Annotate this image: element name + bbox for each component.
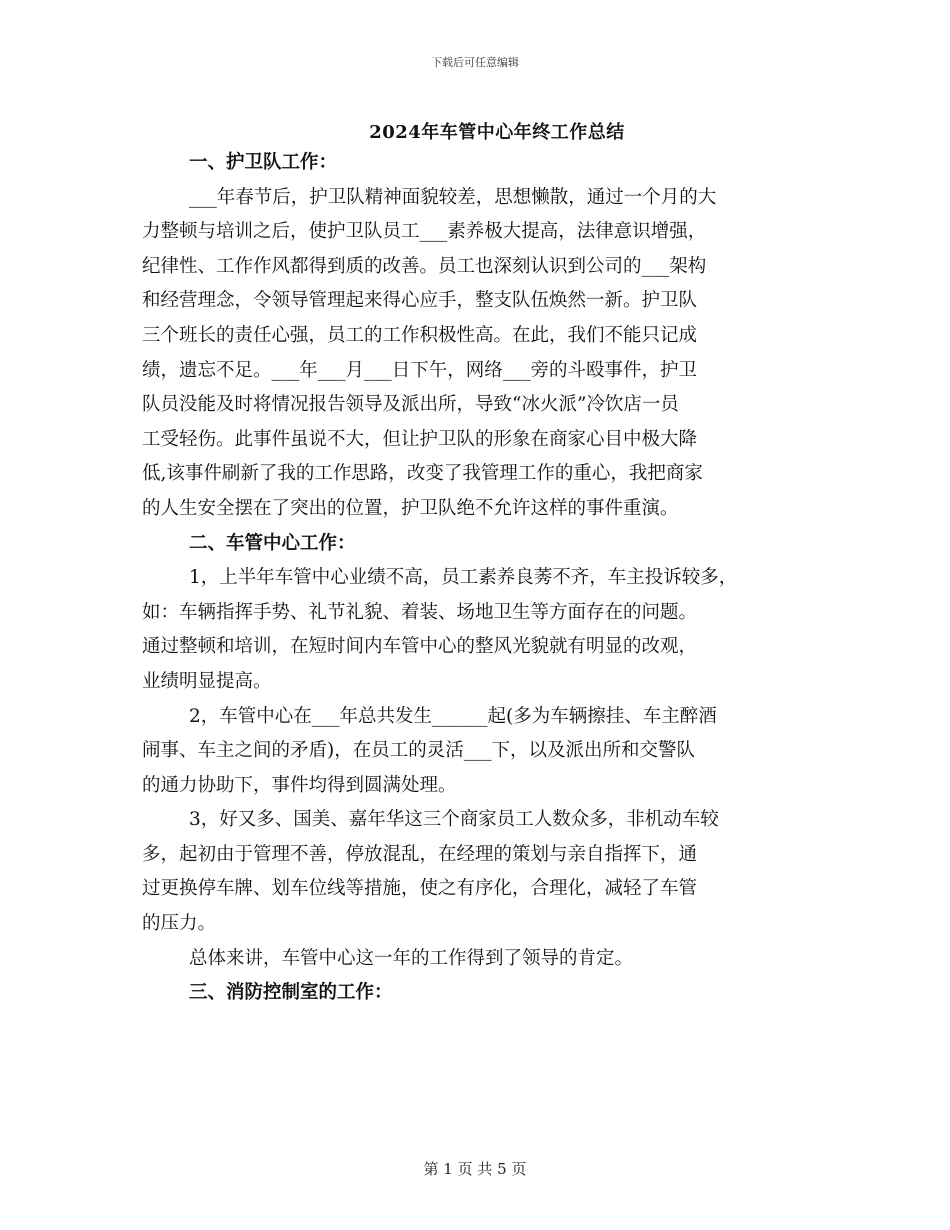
body-text-line: 过更换停车牌、划车位线等措施，使之有序化，合理化，减轻了车管	[142, 878, 698, 900]
body-text-line: 队员没能及时将情况报告领导及派出所，导致“冰火派”冷饮店一员	[142, 394, 679, 416]
document-body	[142, 146, 812, 1011]
body-text-line: 和经营理念，令领导管理起来得心应手，整支队伍焕然一新。护卫队	[142, 290, 698, 312]
body-text-line: 3，好又多、国美、嘉年华这三个商家员工人数众多，非机动车较	[189, 809, 719, 831]
body-text-line: 闹事、车主之间的矛盾)，在员工的灵活___下，以及派出所和交警队	[142, 740, 695, 762]
body-text-line: 通过整顿和培训，在短时间内车管中心的整风光貌就有明显的改观，	[142, 636, 698, 658]
body-text-line: 业绩明显提高。	[142, 670, 272, 692]
body-text-line: 低,该事件刷新了我的工作思路，改变了我管理工作的重心，我把商家	[142, 463, 703, 485]
body-text-line: 如：车辆指挥手势、礼节礼貌、着装、场地卫生等方面存在的问题。	[142, 601, 698, 623]
body-text-line: 多，起初由于管理不善，停放混乱，在经理的策划与亲自指挥下，通	[142, 843, 698, 865]
body-text-line: 的人生安全摆在了突出的位置，护卫队绝不允许这样的事件重演。	[142, 497, 679, 519]
section-heading: 一、护卫队工作：	[189, 152, 338, 173]
body-text-line: 三个班长的责任心强，员工的工作积极性高。在此，我们不能只记成	[142, 324, 698, 346]
body-text-line: 纪律性、工作作风都得到质的改善。员工也深刻认识到公司的___架构	[142, 255, 707, 277]
document-title: 2024年车管中心年终工作总结	[369, 122, 625, 143]
body-text-line: 工受轻伤。此事件虽说不大，但让护卫队的形象在商家心目中极大降	[142, 428, 698, 450]
section-heading: 三、消防控制室的工作：	[189, 982, 393, 1004]
body-text-line: 2，车管中心在___年总共发生______起(多为车辆擦挂、车主醉酒	[189, 705, 717, 727]
section-heading: 二、车管中心工作：	[189, 532, 356, 554]
body-text-line: ___年春节后，护卫队精神面貌较差，思想懒散，通过一个月的大	[189, 186, 717, 208]
body-text-line: 绩，遗忘不足。___年___月___日下午，网络___旁的斗殴事件，护卫	[142, 359, 698, 381]
body-text-line: 总体来讲，车管中心这一年的工作得到了领导的肯定。	[189, 947, 634, 969]
page-number-footer: 第 1 页 共 5 页	[423, 1160, 527, 1178]
body-text-line: 的压力。	[142, 913, 217, 935]
body-text-line: 的通力协助下，事件均得到圆满处理。	[142, 774, 457, 796]
body-text-line: 力整顿与培训之后，使护卫队员工___素养极大提高，法律意识增强，	[142, 221, 707, 243]
header-note: 下载后可任意编辑	[431, 56, 519, 69]
body-text-line: 1，上半年车管中心业绩不高，员工素养良莠不齐，车主投诉较多，	[189, 567, 738, 589]
